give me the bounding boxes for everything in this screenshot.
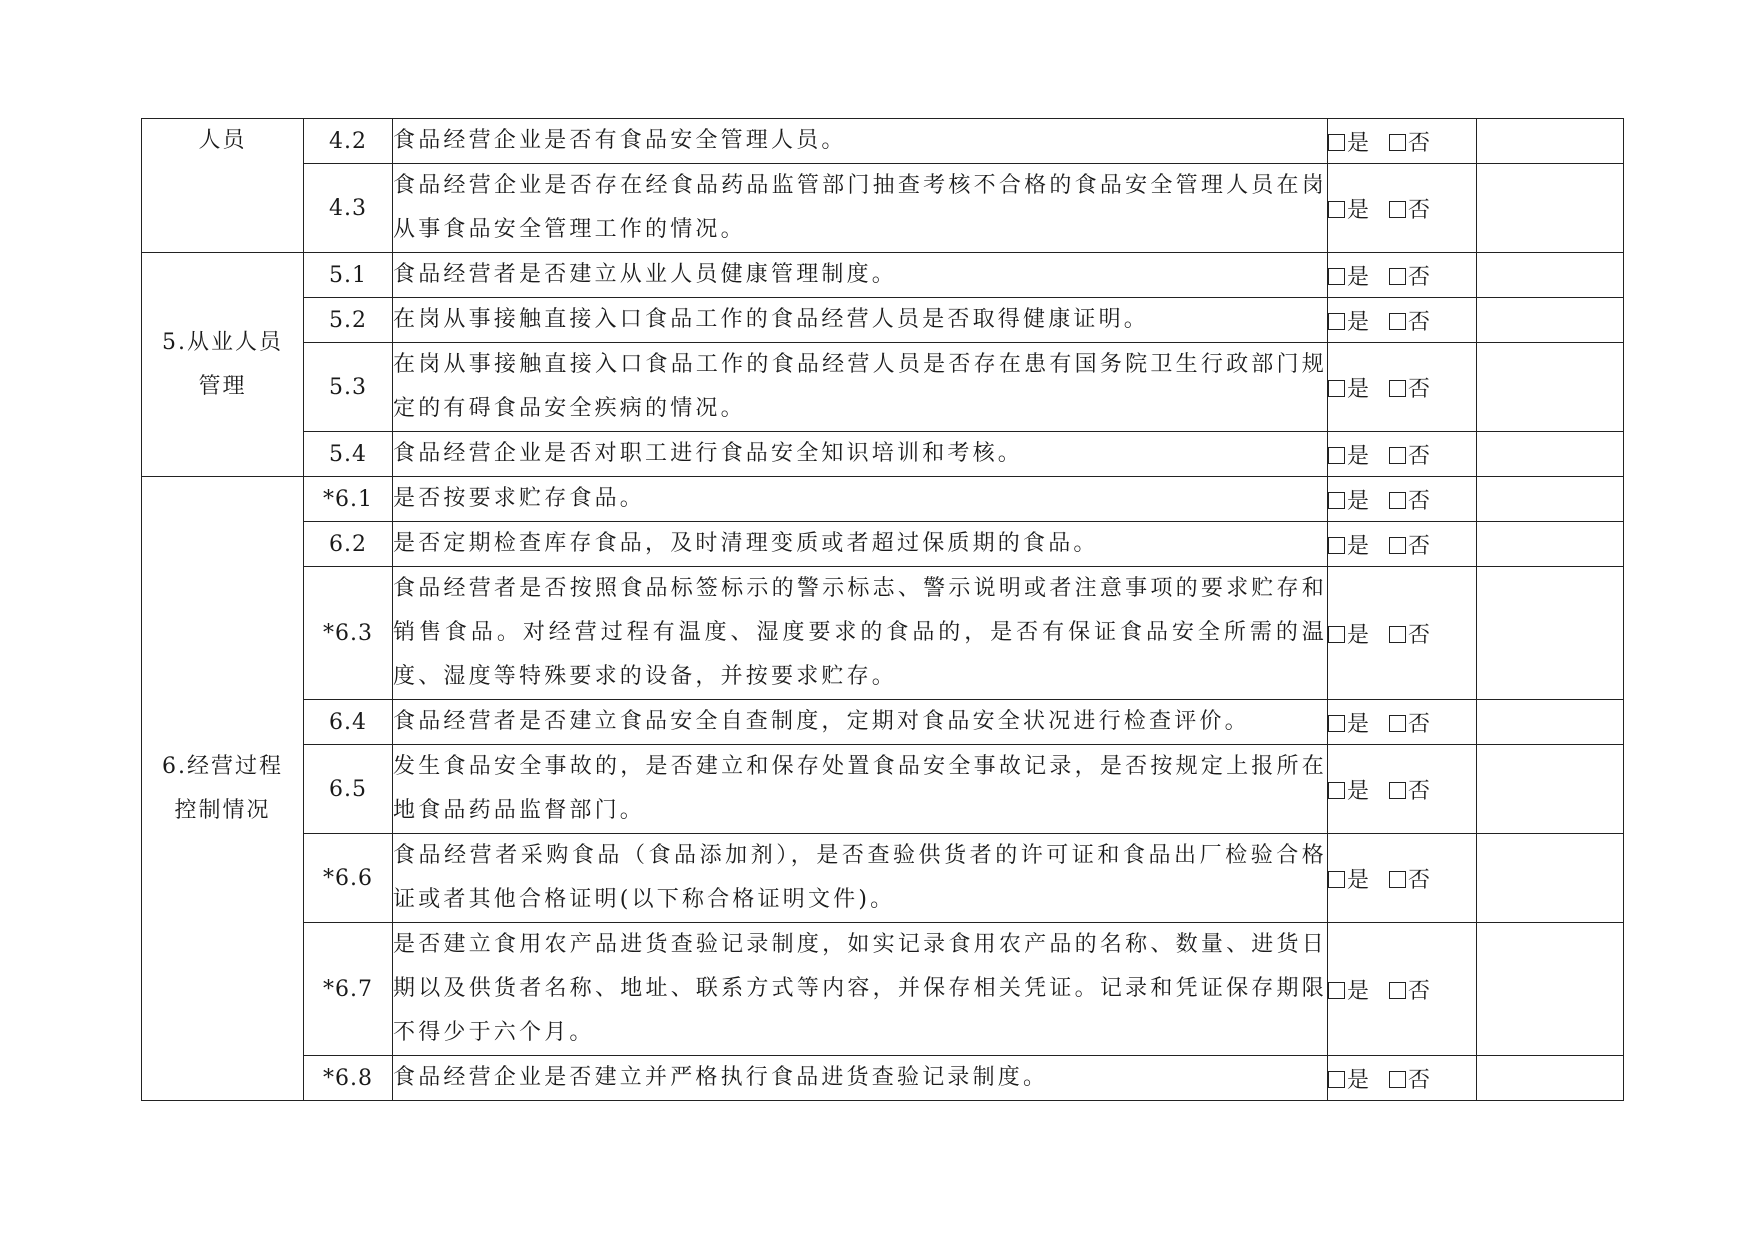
- item-number: 5.1: [304, 253, 393, 298]
- category-label: 人员: [198, 128, 247, 153]
- remarks-cell[interactable]: [1477, 477, 1624, 522]
- no-label: 否: [1408, 264, 1431, 290]
- item-number: *6.8: [304, 1056, 393, 1101]
- item-text: 食品经营企业是否存在经食品药品监管部门抽查考核不合格的食品安全管理人员在岗从事食品安全管理工作的情况。: [393, 164, 1328, 253]
- no-label: 否: [1408, 978, 1431, 1004]
- item-number: *6.7: [304, 923, 393, 1056]
- remarks-cell[interactable]: [1477, 745, 1624, 834]
- yes-label: 是: [1347, 488, 1370, 514]
- yes-checkbox[interactable]: [1328, 537, 1345, 554]
- table-row: [142, 343, 1624, 432]
- yes-no-options: [1328, 700, 1477, 745]
- table-row: [142, 923, 1624, 1056]
- yes-checkbox[interactable]: [1328, 201, 1345, 218]
- no-label: 否: [1408, 778, 1431, 804]
- remarks-cell[interactable]: [1477, 253, 1624, 298]
- no-label: 否: [1408, 197, 1431, 223]
- remarks-cell[interactable]: [1477, 298, 1624, 343]
- yes-no-options: [1328, 522, 1477, 567]
- category-cell: [142, 253, 304, 477]
- no-label: 否: [1408, 443, 1431, 469]
- item-number: 5.3: [304, 343, 393, 432]
- yes-label: 是: [1347, 533, 1370, 559]
- item-number: 6.4: [304, 700, 393, 745]
- no-checkbox[interactable]: [1389, 1071, 1406, 1088]
- table-row: [142, 253, 1624, 298]
- yes-label: 是: [1347, 264, 1370, 290]
- no-label: 否: [1408, 711, 1431, 737]
- remarks-cell[interactable]: [1477, 164, 1624, 253]
- yes-no-options: [1328, 253, 1477, 298]
- yes-label: 是: [1347, 711, 1370, 737]
- yes-checkbox[interactable]: [1328, 447, 1345, 464]
- yes-no-options: [1328, 1056, 1477, 1101]
- no-label: 否: [1408, 533, 1431, 559]
- no-checkbox[interactable]: [1389, 715, 1406, 732]
- no-label: 否: [1408, 488, 1431, 514]
- no-checkbox[interactable]: [1389, 268, 1406, 285]
- yes-label: 是: [1347, 130, 1370, 156]
- table-row: [142, 477, 1624, 522]
- no-label: 否: [1408, 622, 1431, 648]
- yes-no-options: [1328, 119, 1477, 164]
- item-text: 在岗从事接触直接入口食品工作的食品经营人员是否取得健康证明。: [393, 298, 1328, 343]
- no-checkbox[interactable]: [1389, 447, 1406, 464]
- table-row: [142, 745, 1624, 834]
- yes-label: 是: [1347, 622, 1370, 648]
- item-number: 5.4: [304, 432, 393, 477]
- item-text: 食品经营者是否按照食品标签标示的警示标志、警示说明或者注意事项的要求贮存和销售食品。对经营过程有温度、湿度要求的食品的，是否有保证食品安全所需的温度、湿度等特殊要求的设备，并按要求贮存。: [393, 567, 1328, 700]
- item-text: 是否定期检查库存食品，及时清理变质或者超过保质期的食品。: [393, 522, 1328, 567]
- item-text: 发生食品安全事故的，是否建立和保存处置食品安全事故记录，是否按规定上报所在地食品药品监督部门。: [393, 745, 1328, 834]
- no-checkbox[interactable]: [1389, 313, 1406, 330]
- category-label: 5.从业人员管理: [162, 329, 283, 399]
- item-text: 是否建立食用农产品进货查验记录制度，如实记录食用农产品的名称、数量、进货日期以及供货者名称、地址、联系方式等内容，并保存相关凭证。记录和凭证保存期限不得少于六个月。: [393, 923, 1328, 1056]
- yes-no-options: [1328, 432, 1477, 477]
- table-row: [142, 834, 1624, 923]
- yes-checkbox[interactable]: [1328, 134, 1345, 151]
- yes-checkbox[interactable]: [1328, 715, 1345, 732]
- item-number: 6.5: [304, 745, 393, 834]
- remarks-cell[interactable]: [1477, 119, 1624, 164]
- yes-label: 是: [1347, 778, 1370, 804]
- remarks-cell[interactable]: [1477, 522, 1624, 567]
- item-text: 食品经营企业是否有食品安全管理人员。: [393, 119, 1328, 164]
- no-label: 否: [1408, 1067, 1431, 1093]
- yes-label: 是: [1347, 867, 1370, 893]
- yes-checkbox[interactable]: [1328, 313, 1345, 330]
- no-checkbox[interactable]: [1389, 134, 1406, 151]
- category-cell: [142, 119, 304, 253]
- table-row: [142, 567, 1624, 700]
- yes-no-options: [1328, 343, 1477, 432]
- table-row: [142, 432, 1624, 477]
- remarks-cell[interactable]: [1477, 923, 1624, 1056]
- no-checkbox[interactable]: [1389, 201, 1406, 218]
- item-text: 是否按要求贮存食品。: [393, 477, 1328, 522]
- yes-no-options: [1328, 567, 1477, 700]
- yes-label: 是: [1347, 197, 1370, 223]
- item-number: 4.3: [304, 164, 393, 253]
- yes-label: 是: [1347, 376, 1370, 402]
- table-row: [142, 164, 1624, 253]
- table-row: [142, 298, 1624, 343]
- item-text: 食品经营企业是否对职工进行食品安全知识培训和考核。: [393, 432, 1328, 477]
- table-row: [142, 522, 1624, 567]
- no-label: 否: [1408, 376, 1431, 402]
- item-number: *6.1: [304, 477, 393, 522]
- yes-no-options: [1328, 164, 1477, 253]
- item-text: 食品经营者是否建立食品安全自查制度，定期对食品安全状况进行检查评价。: [393, 700, 1328, 745]
- yes-checkbox[interactable]: [1328, 268, 1345, 285]
- table-row: [142, 119, 1624, 164]
- no-label: 否: [1408, 130, 1431, 156]
- category-label: 6.经营过程控制情况: [162, 753, 283, 823]
- yes-no-options: [1328, 298, 1477, 343]
- item-number: 4.2: [304, 119, 393, 164]
- table-row: [142, 700, 1624, 745]
- remarks-cell[interactable]: [1477, 700, 1624, 745]
- yes-label: 是: [1347, 1067, 1370, 1093]
- no-checkbox[interactable]: [1389, 537, 1406, 554]
- table-row: [142, 1056, 1624, 1101]
- yes-checkbox[interactable]: [1328, 380, 1345, 397]
- yes-no-options: [1328, 923, 1477, 1056]
- yes-checkbox[interactable]: [1328, 871, 1345, 888]
- remarks-cell[interactable]: [1477, 834, 1624, 923]
- yes-checkbox[interactable]: [1328, 626, 1345, 643]
- yes-checkbox[interactable]: [1328, 782, 1345, 799]
- yes-no-options: [1328, 834, 1477, 923]
- yes-checkbox[interactable]: [1328, 1071, 1345, 1088]
- inspection-checklist-table: [141, 118, 1624, 1101]
- no-checkbox[interactable]: [1389, 626, 1406, 643]
- item-number: 6.2: [304, 522, 393, 567]
- item-number: 5.2: [304, 298, 393, 343]
- remarks-cell[interactable]: [1477, 343, 1624, 432]
- no-checkbox[interactable]: [1389, 492, 1406, 509]
- remarks-cell[interactable]: [1477, 567, 1624, 700]
- yes-checkbox[interactable]: [1328, 982, 1345, 999]
- item-number: *6.6: [304, 834, 393, 923]
- yes-checkbox[interactable]: [1328, 492, 1345, 509]
- item-text: 食品经营企业是否建立并严格执行食品进货查验记录制度。: [393, 1056, 1328, 1101]
- yes-no-options: [1328, 477, 1477, 522]
- item-text: 食品经营者采购食品（食品添加剂），是否查验供货者的许可证和食品出厂检验合格证或者其他合格证明(以下称合格证明文件)。: [393, 834, 1328, 923]
- no-label: 否: [1408, 867, 1431, 893]
- yes-label: 是: [1347, 309, 1370, 335]
- no-checkbox[interactable]: [1389, 782, 1406, 799]
- no-checkbox[interactable]: [1389, 982, 1406, 999]
- no-label: 否: [1408, 309, 1431, 335]
- no-checkbox[interactable]: [1389, 871, 1406, 888]
- no-checkbox[interactable]: [1389, 380, 1406, 397]
- item-text: 在岗从事接触直接入口食品工作的食品经营人员是否存在患有国务院卫生行政部门规定的有碍食品安全疾病的情况。: [393, 343, 1328, 432]
- remarks-cell[interactable]: [1477, 1056, 1624, 1101]
- yes-no-options: [1328, 745, 1477, 834]
- item-text: 食品经营者是否建立从业人员健康管理制度。: [393, 253, 1328, 298]
- checklist-body: [142, 119, 1624, 1101]
- category-cell: [142, 477, 304, 1101]
- item-number: *6.3: [304, 567, 393, 700]
- yes-label: 是: [1347, 978, 1370, 1004]
- remarks-cell[interactable]: [1477, 432, 1624, 477]
- yes-label: 是: [1347, 443, 1370, 469]
